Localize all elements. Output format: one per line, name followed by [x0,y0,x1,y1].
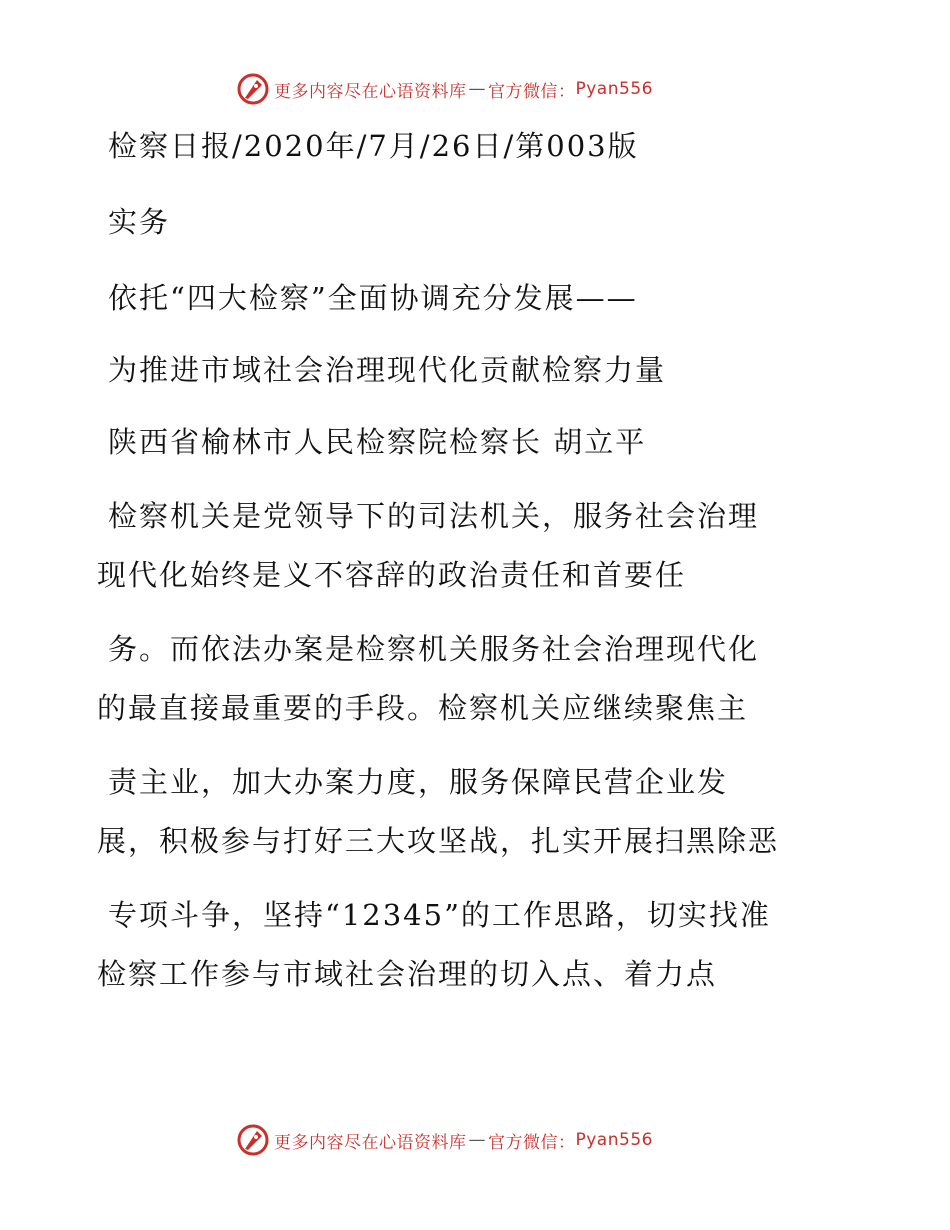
banner-separator: — [468,1130,486,1150]
footer-banner [236,1123,653,1157]
banner-wechat-label: 官方微信： [488,81,576,102]
body-line: 务。而依法办案是检察机关服务社会治理现代化 [108,632,760,666]
body-line: 展，积极参与打好三大攻坚战，扎实开展扫黑除恶 [97,824,780,858]
article-title-line-1: 依托“四大检察”全面协调充分发展—— [108,281,638,315]
pen-nib-circle-icon [236,72,270,106]
pen-nib-circle-icon [236,1123,270,1157]
article-title-line-2: 为推进市域社会治理现代化贡献检察力量 [108,353,667,387]
body-line: 责主业，加大办案力度，服务保障民营企业发 [108,765,729,799]
banner-text: 更多内容尽在心语资料库 [274,1132,467,1153]
header-banner [236,72,653,106]
article-author: 陕西省榆林市人民检察院检察长 胡立平 [108,425,647,459]
banner-separator: — [468,79,486,99]
article-source: 检察日报/2020年/7月/26日/第003版 [108,129,639,163]
body-line: 检察机关是党领导下的司法机关，服务社会治理 [108,499,760,533]
body-line: 检察工作参与市域社会治理的切入点、着力点 [97,957,718,991]
banner-text: 更多内容尽在心语资料库 [274,81,467,102]
body-line: 专项斗争，坚持“12345”的工作思路，切实找准 [108,898,771,932]
banner-wechat-id: Pyan556 [575,1130,653,1150]
body-line: 的最直接最重要的手段。检察机关应继续聚焦主 [97,691,749,725]
body-line: 现代化始终是义不容辞的政治责任和首要任 [97,558,687,592]
article-section: 实务 [108,205,171,239]
banner-wechat-label: 官方微信： [488,1132,576,1153]
banner-wechat-id: Pyan556 [575,79,653,99]
